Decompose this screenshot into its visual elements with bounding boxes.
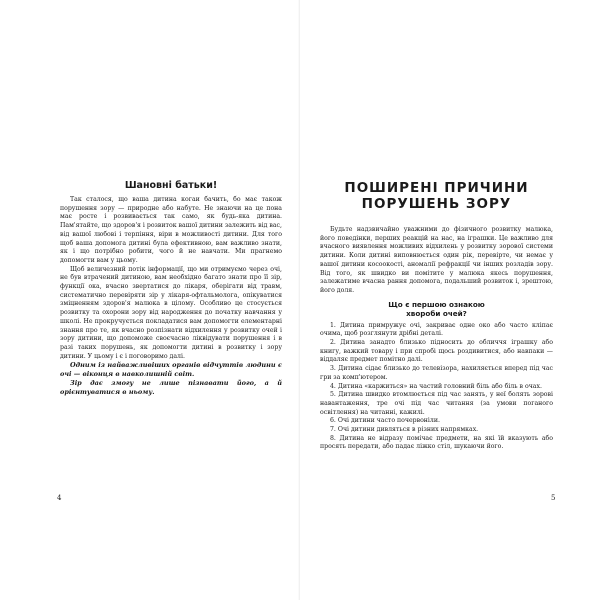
- intro-paragraph: Будьте надзвичайно уважними до фізичного розвитку малюка, його поведінки, перших реакцій на нас, на іграшки. Це важливо для вчасного виявлення можливих відхилень у розвитку зорової системи дитини. Коли дитині виповнюється один рік, перевірте, чи немає у вашої дитини косоокості, аномалії рефракції чи інших розладів зору. Від того, як швидко ви помітите у малюка якесь порушення, залежатиме вчасна рання допомога, подальший розвиток і, зрештою, його доля.: [320, 226, 553, 294]
- page-number-left: 4: [57, 494, 62, 502]
- chapter-title-line-2: ПОРУШЕНЬ ЗОРУ: [361, 196, 512, 212]
- list-item: 2. Дитина занадто близько підносить до обличчя іграшку або книгу, важкий товару і при спробі щось роздивитися, або навпаки — віддаляє предмет помітно далі.: [320, 339, 553, 364]
- list-item: 8. Дитина не відразу помічає предмети, на які їй вказують або просять передати, або падає ліжко стіл, шукаючи його.: [320, 434, 553, 451]
- list-item: 4. Дитина «каржиться» на частий головний біль або біль в очах.: [330, 382, 542, 390]
- chapter-title-line-1: ПОШИРЕНІ ПРИЧИНИ: [344, 180, 529, 196]
- chapter-title: [320, 180, 553, 212]
- body-paragraph: Щоб величезний потік інформації, що ми отримуємо через очі, не був втрачений дитиною, вам необхідно багато знати про її зір, функції ока, вчасно звертатися до лікаря, оберігати від травм, систематично перевіряти зір у лікаря-офтальмолога, опікуватися зміцненням здоров'я малюка в цілому. Особливо це стосується розвитку та охорони зору від народження до початку навчання у школі. Не прокручується покладатися вам допомогти елементарні знання про те, як вчасно розпізнати відхилення у розвитку очей і зору дитини, що допоможе своєчасно ліквідувати порушення і в разі таких порушень, як допомогти дитині в розвитку і зору дитини. У цьому і є і поговоримо далі.: [60, 265, 282, 360]
- italic-paragraph: Одним із найважливіших органів відчуттів людини є очі — віконця в навколишній світ.: [60, 361, 282, 379]
- page-number-right: 5: [551, 494, 556, 502]
- greeting-heading: Шановні батьки!: [124, 180, 218, 191]
- question-line-1: Що є першою ознакою: [388, 299, 485, 309]
- left-page-content: [60, 180, 282, 525]
- right-page-content: [320, 178, 556, 523]
- list-item: 5. Дитина швидко втомлюється під час занять, у неї болять зорові навантаження, тре очі під час читання (за умови поганого освітлення) на читанні, кажилі.: [320, 391, 553, 416]
- list-item: 7. Очі дитини дивляться в різних напрямках.: [330, 426, 479, 434]
- symptom-list: [320, 322, 553, 453]
- italic-paragraph: Зір дає змогу не лише пізнавати його, а й орієнтуватися в ньому.: [60, 379, 282, 397]
- right-page: [300, 0, 600, 600]
- question-subheading: [320, 300, 553, 318]
- question-line-2: хвороби очей?: [406, 308, 467, 318]
- list-item: 3. Дитина сідає близько до телевізора, нахиляється вперед під час гри за комп'ютером.: [320, 365, 553, 381]
- list-item: 6. Очі дитини часто почервоніли.: [330, 417, 440, 425]
- body-paragraph: Так сталося, що ваша дитина когаи бачить, бо має також порушення зору — природне або набуте. Не знаючи на це пона має росте і розвивається так само, як будь-яка дитина. Пам'ятайте, що здоров'я і розвиток вашої дитини залежить від вас, від вашої любові і терпіння, віри в можливості дитини. Для того щоб ваша допомога дитині була ефективною, вам важливо знати, як і що потрібно робити, чого й не навчати. Ми прагнемо допомогти вам у цьому.: [60, 196, 282, 264]
- list-item: 1. Дитина примружує очі, закриває одне око або часто кліпає очима, щоб розглянути дрібні деталі.: [320, 321, 553, 338]
